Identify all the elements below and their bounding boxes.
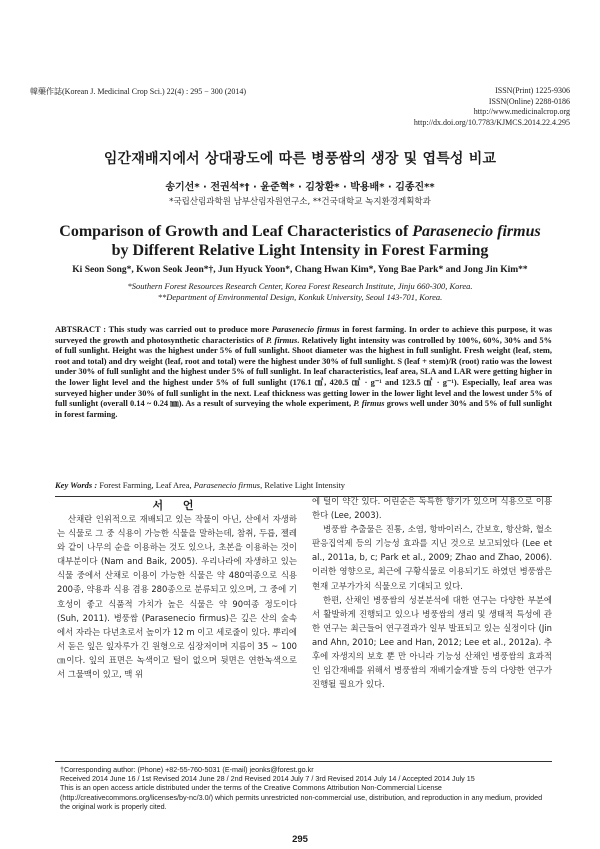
abstract-part-3: . Relatively light intensity was controlled by 100%, 60%, 30% and 5% of full sunlight. Height was the highest under 5% of full sunlight. Shoot diameter was the highest in full sunlight. Fresh weight (leaf, stem, root and total) and dry weight (leaf, root and total) were the highest under 30% of full sunlight. S (leaf + stem)/R (root) ratio was the lowest under 30% of full sunlight and the highest under 5% of full sunlight. In leaf characteristics, leaf area, SLA and LAR were getting higher in the lower light level and the highest under 5% of full sunlight (176.1 ㎠, 420.5 ㎠ · g⁻¹ and 123.5 ㎠ · g⁻¹). Especially, leaf area was surveyed higher under 30% of full sunlight in the next. Leaf thickness was getting lower in the lower light level and the lowest under 5% of full sunlight (overall 0.14 ~ 0.24 ㎜). As a result of surveying the whole experiment, <box>55 335 552 409</box>
corresponding-author: †Corresponding author: (Phone) +82-55-760-5031 (E-mail) jeonks@forest.go.kr <box>60 765 314 774</box>
keywords-text-2: , Relative Light Intensity <box>260 480 346 490</box>
abstract-part-2: in forest farming. In order to achieve this purpose, it was surveyed the growth and photosynthetic characteristics of <box>55 325 553 345</box>
footnote <box>60 765 552 811</box>
section-heading-introduction: 서 언 <box>152 499 202 512</box>
korean-authors: 송기선* · 전권석*† · 윤준혁* · 김창환* · 박용배* · 김종진** <box>165 182 435 193</box>
journal-citation: 韓藥作誌(Korean J. Medicinal Crop Sci.) 22(4) : 295 − 300 (2014) <box>30 87 247 96</box>
abstract-italic-1: Parasenecio firmus <box>271 325 340 334</box>
keywords-text-1: Forest Farming, Leaf Area, <box>97 480 194 490</box>
title-line1-pre: Comparison of Growth and Leaf Characteristics of <box>59 223 413 240</box>
body-paragraph: 산채란 인위적으로 재배되고 있는 작물이 아닌, 산에서 자생하는 식물로 그 중 식용이 가능한 식물을 말하는데, 참취, 두릅, 젤레와 같이 나무의 순을 이용하는 것도 있으나, 초본을 이용하는 것이 대부분이다 (Nam and Baik, 2005). 우리나라에 자생하고 있는 식물 중에서 산채로 이용이 가능한 식물은 약 480여종으로 식용 200종, 약용과 식용 겸용 280종으로 분류되고 있으며, 그 중에 기호성이 좋고 식품적 가치가 높은 식물은 약 90여종 정도이다 (Suh, 2011). 병풍쌈 (Parasenecio firmus)은 깊은 산의 숲속에서 자라는 다년초로서 높이가 12 m 이고 세로줄이 있다. 뿌리에서 돋은 잎은 잎자루가 긴 원형으로 심장저이며 지름이 35 ~ 100 ㎝이다. 잎의 표면은 녹색이고 털이 없으며 뒷면은 연한녹색으로서 그물맥이 있고, 맥 위 <box>57 514 297 680</box>
abstract-italic-3: P. firmus <box>353 399 385 409</box>
keywords-label: Key Words : <box>55 480 98 490</box>
body-paragraph: 한편, 산채인 병풍쌈의 성분분석에 대한 연구는 다양한 부분에서 활발하게 진행되고 있으나 병풍쌈의 생리 및 생태적 특성에 관한 연구는 최근들어 연구결과가 일부 발표되고 있는 실정이다 (Jin and Ahn, 2010; Lee and Han, 2012; Lee et al., 2012a). 추후에 자생지의 보호 뿐 만 아니라 기능성 산채인 병풍쌈의 효과적인 임간재배를 위해서 병풍쌈의 재배기술개발 등의 다양한 연구가 진행될 필요가 있다. <box>312 594 552 690</box>
title-species-name: Parasenecio firmus <box>412 223 541 240</box>
affiliation-2: **Department of Environmental Design, Konkuk University, Seoul 143-701, Korea. <box>157 292 443 302</box>
received-dates: Received 2014 June 16 / 1st Revised 2014 June 28 / 2nd Revised 2014 July 7 / 3rd Revised 2014 July 14 / Accepted 2014 July 15 <box>60 774 475 784</box>
korean-title: 임간재배지에서 상대광도에 따른 병풍쌈의 생장 및 엽특성 비교 <box>103 151 497 167</box>
abstract <box>55 325 552 420</box>
title-line2: by Different Relative Light Intensity in Forest Farming <box>111 242 489 259</box>
body-right-column <box>312 494 552 691</box>
abstract-part-4: grows well under 30% and 5% of full sunlight in forest farming. <box>55 399 552 419</box>
affiliation-1: *Southern Forest Resources Research Center, Korea Forest Research Institute, Jinju 660-300, Korea. <box>127 281 473 291</box>
license-statement: This is an open access article distributed under the terms of the Creative Commons Attribution Non-Commercial License (http://creativecommons.org/licenses/by-nc/3.0/) which permits unrestricted non-commercial use, distribution, and reproduction in any medium, provided the original work is properly cited. <box>60 783 543 811</box>
korean-affiliation: *국립산림과학원 남부산림자원연구소, **건국대학교 녹지환경계획학과 <box>169 197 431 207</box>
journal-website-link[interactable]: http://www.medicinalcrop.org <box>473 107 570 116</box>
issn-print: ISSN(Print) 1225-9306 <box>495 86 570 95</box>
abstract-part-1: ABTSRACT : This study was carried out to produce more <box>55 325 272 334</box>
footnote-rule <box>55 761 552 762</box>
body-paragraph: 에 털이 약간 있다. 어린순은 독특한 향기가 있으며 식용으로 이용한다 (Lee, 2003). <box>312 496 552 521</box>
body-left-column <box>57 512 297 681</box>
english-title <box>0 222 600 260</box>
english-affiliations <box>0 281 600 303</box>
issn-online: ISSN(Online) 2288-0186 <box>488 96 570 106</box>
body-paragraph: 병풍쌈 추출물은 진통, 소염, 항바이러스, 간보호, 항산화, 혈소판응집억제 등의 기능성 효과를 지닌 것으로 보고되었다 (Lee et al., 2011a, b, c; Park et al., 2009; Zhao and Zhao, 2006). 이러한 영향으로, 최근에 구황식물로 이용되기도 하였던 병풍쌈은 현재 고부가가치 식물으로 기대되고 있다. <box>312 524 552 591</box>
keywords <box>55 480 552 490</box>
english-authors: Ki Seon Song*, Kwon Seok Jeon*†, Jun Hyuck Yoon*, Chang Hwan Kim*, Yong Bae Park* and Jong Jin Kim** <box>72 265 528 275</box>
journal-identifiers <box>330 86 570 128</box>
keywords-italic: Parasenecio firmus <box>193 480 261 490</box>
doi-link[interactable]: http://dx.doi.org/10.7783/KJMCS.2014.22.4.295 <box>413 117 570 127</box>
page-number: 295 <box>292 834 308 845</box>
abstract-italic-2: P. firmus <box>265 335 298 345</box>
